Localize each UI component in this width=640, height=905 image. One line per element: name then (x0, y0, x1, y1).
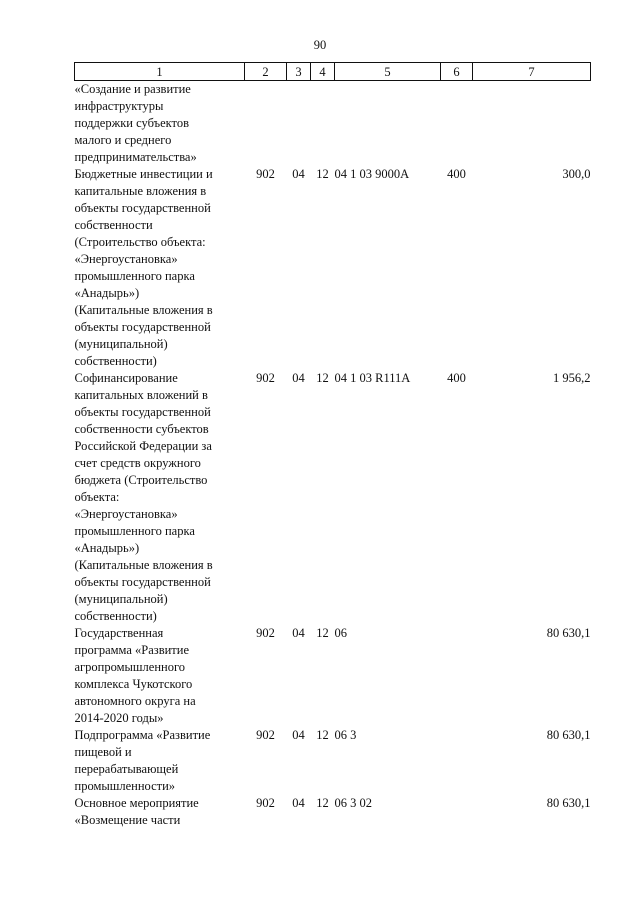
row-name-line: объекты государственной (74, 201, 211, 215)
row-name-line: поддержки субъектов (74, 116, 190, 130)
row-name-line: предпринимательства» (74, 150, 197, 164)
row-name-line: агропромышленного (74, 660, 186, 674)
row-name-line: промышленности» (74, 779, 176, 793)
table-row (75, 81, 591, 167)
header-col-2: 2 (245, 63, 287, 81)
row-name-line: (Капитальные вложения в (74, 558, 213, 572)
header-col-3: 3 (287, 63, 311, 81)
row-name-cell (75, 81, 245, 167)
row-expense-type: 400 (447, 167, 466, 181)
row-name-line: инфраструктуры (74, 99, 164, 113)
row-target-article: 04 1 03 9000А (334, 167, 410, 181)
row-name-line: объекты государственной (74, 575, 211, 589)
row-expense-type (441, 81, 473, 167)
row-expense-type (441, 795, 473, 829)
row-name-line: «Энергоустановка» (74, 507, 178, 521)
row-section-code: 04 (292, 796, 305, 810)
row-admin-code: 902 (256, 796, 275, 810)
table-row (75, 166, 591, 370)
row-name-line: собственности) (74, 609, 157, 623)
row-admin-code: 902 (256, 728, 275, 742)
row-name-line: комплекса Чукотского (74, 677, 193, 691)
row-subsection-code: 12 (316, 167, 329, 181)
table-row (75, 727, 591, 795)
row-name-cell (75, 795, 245, 829)
row-amount: 300,0 (562, 167, 591, 181)
row-name-line: промышленного парка (74, 524, 195, 538)
row-expense-type (441, 625, 473, 727)
row-admin-code (245, 81, 287, 167)
row-name-line: промышленного парка (74, 269, 195, 283)
row-section-code: 04 (292, 728, 305, 742)
table-row (75, 795, 591, 829)
header-col-1: 1 (75, 63, 245, 81)
row-name-line: (Капитальные вложения в (74, 303, 213, 317)
row-subsection-code: 12 (316, 371, 329, 385)
row-name-line: счет средств окружного (74, 456, 201, 470)
row-target-article: 04 1 03 R111А (334, 371, 411, 385)
row-name-line: «Энергоустановка» (74, 252, 178, 266)
row-name-line: программа «Развитие (74, 643, 190, 657)
row-name-line: капитальные вложения в (74, 184, 207, 198)
row-amount: 80 630,1 (546, 796, 591, 810)
row-name-cell (75, 370, 245, 625)
row-section-code: 04 (292, 626, 305, 640)
row-name-line: «Возмещение части (74, 813, 181, 827)
row-subsection-code: 12 (316, 796, 329, 810)
row-name-line: (муниципальной) (74, 592, 168, 606)
row-name-line: Государственная (74, 626, 164, 640)
header-col-4: 4 (311, 63, 335, 81)
row-name-line: 2014-2020 годы» (74, 711, 164, 725)
header-col-5: 5 (335, 63, 441, 81)
row-expense-type (441, 727, 473, 795)
row-name-line: бюджета (Строительство (74, 473, 208, 487)
row-name-line: Основное мероприятие (74, 796, 199, 810)
table-header (75, 63, 591, 81)
row-name-line: Российской Федерации за (74, 439, 212, 453)
row-target-article (335, 81, 441, 167)
row-name-line: объекты государственной (74, 405, 211, 419)
row-section-code: 04 (292, 167, 305, 181)
row-target-article: 06 (334, 626, 347, 640)
row-subsection-code: 12 (316, 728, 329, 742)
row-name-line: автономного округа на (74, 694, 196, 708)
page-number: 90 (313, 38, 327, 52)
row-name-line: (муниципальной) (74, 337, 168, 351)
row-section-code: 04 (292, 371, 305, 385)
row-name-line: собственности) (74, 354, 157, 368)
row-name-cell (75, 625, 245, 727)
row-name-line: Бюджетные инвестиции и (74, 167, 213, 181)
row-name-line: собственности субъектов (74, 422, 209, 436)
row-name-line: капитальных вложений в (74, 388, 208, 402)
row-target-article: 06 3 02 (334, 796, 372, 810)
row-amount: 1 956,2 (553, 371, 591, 385)
row-target-article: 06 3 (334, 728, 357, 742)
row-name-line: (Строительство объекта: (74, 235, 206, 249)
row-name-line: малого и среднего (74, 133, 172, 147)
row-admin-code: 902 (256, 167, 275, 181)
row-section-code (287, 81, 311, 167)
row-amount: 80 630,1 (546, 728, 591, 742)
table-body (75, 81, 591, 830)
row-name-line: «Анадырь») (74, 541, 140, 555)
row-name-line: «Создание и развитие (74, 82, 191, 96)
row-amount (473, 81, 591, 167)
header-col-6: 6 (441, 63, 473, 81)
row-name-line: Подпрограмма «Развитие (74, 728, 211, 742)
header-col-7: 7 (473, 63, 591, 81)
row-name-line: перерабатывающей (74, 762, 179, 776)
row-admin-code: 902 (256, 626, 275, 640)
row-name-line: объекта: (74, 490, 120, 504)
row-subsection-code (311, 81, 335, 167)
row-name-cell (75, 727, 245, 795)
budget-table (74, 62, 591, 829)
row-name-line: «Анадырь») (74, 286, 140, 300)
row-amount: 80 630,1 (546, 626, 591, 640)
header-row (75, 63, 591, 81)
row-name-line: объекты государственной (74, 320, 211, 334)
table-row (75, 625, 591, 727)
row-expense-type: 400 (447, 371, 466, 385)
row-name-line: Софинансирование (74, 371, 178, 385)
row-admin-code: 902 (256, 371, 275, 385)
row-name-line: собственности (74, 218, 153, 232)
row-name-line: пищевой и (74, 745, 132, 759)
row-subsection-code: 12 (316, 626, 329, 640)
table-row (75, 370, 591, 625)
row-name-cell (75, 166, 245, 370)
